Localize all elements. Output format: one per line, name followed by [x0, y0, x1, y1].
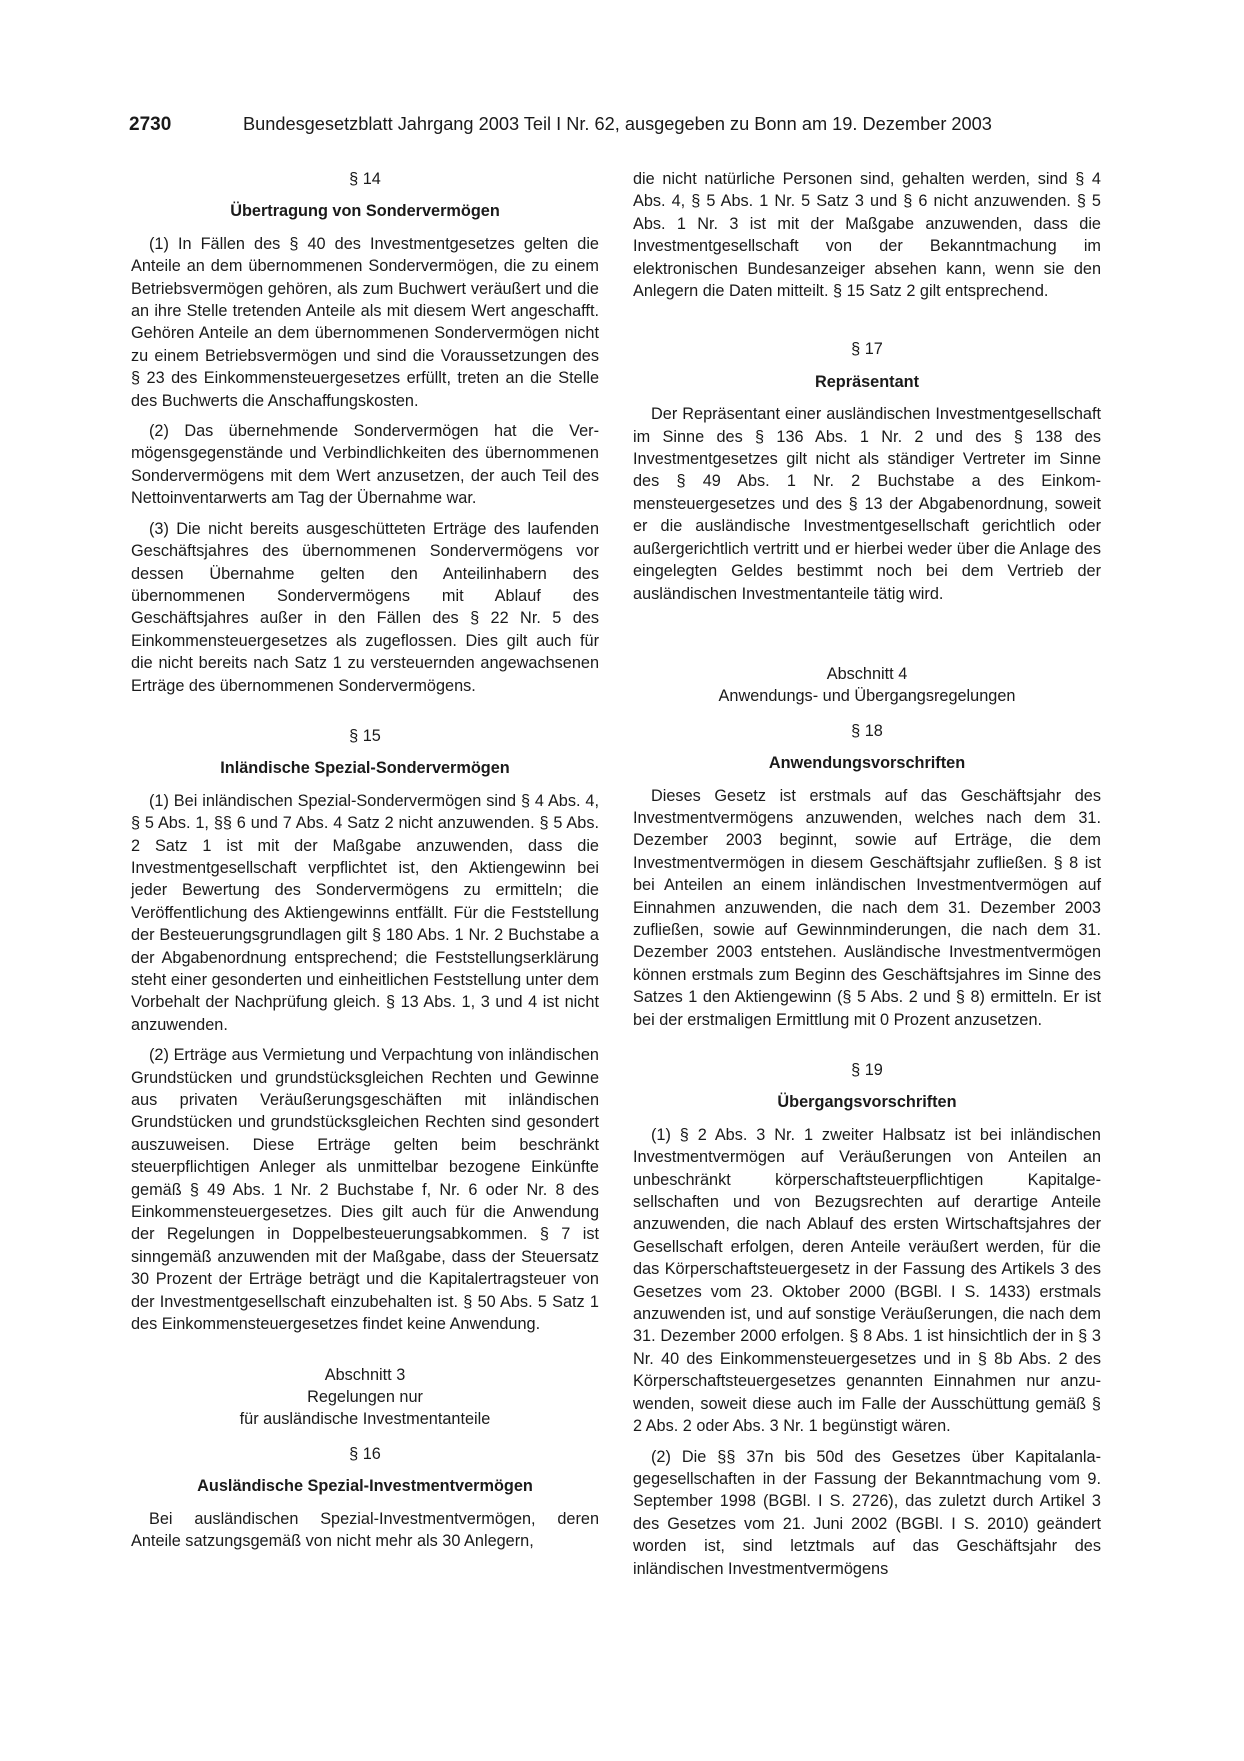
abschnitt-4-heading: [633, 663, 1101, 708]
section-14: [131, 168, 599, 697]
page-number: 2730: [129, 114, 172, 135]
chapter-title: für ausländische Investmentanteile: [239, 1410, 491, 1429]
section-number: § 16: [349, 1444, 381, 1463]
section-number: § 15: [349, 726, 381, 745]
paragraph: Der Repräsentant einer ausländischen Investmentgesellschaft im Sinne des § 136 Abs. 1 Nr. 2 und des § 138 des Investmentgesetzes gilt nicht als ständiger Vertreter im Sinne des § 49 Abs. 1 Nr. 2 Buchstabe a des Einkommensteuergesetzes und des § 13 der Abgabenordnung, soweit er die ausländische Investmentgesellschaft gerichtlich oder außergerichtlich vertritt und er hierbei weder über die Anlage des eingelegten Geldes bestimmt noch bei dem Vertrieb der ausländischen Investmentanteile tätig wird.: [633, 405, 1101, 603]
left-column: [131, 168, 599, 1560]
right-column: [633, 168, 1101, 1588]
section-number: § 19: [851, 1061, 883, 1079]
section-title: Anwendungsvorschriften: [768, 754, 966, 773]
paragraph: (1) In Fällen des § 40 des Investmentgesetzes gelten die Anteile an dem übernommenen Sondervermögen, die zu einem Betriebsvermögen gehören, als zum Buchwert veräußert und die an ihre Stelle tretenden Anteile als mit diesem Wert angeschafft. Gehören Anteile an dem übernommenen Sondervermögen nicht zu einem Betriebsvermögen und sind die Voraussetzungen des § 23 des Einkommensteuergesetzes erfüllt, treten an die Stelle des Buchwerts die Anschaffungskosten.: [131, 234, 599, 410]
section-18: [633, 720, 1101, 1031]
section-title: Übergangsvorschriften: [777, 1093, 957, 1112]
abschnitt-3-heading: [131, 1364, 599, 1431]
paragraph-continuation: die nicht natürliche Personen sind, gehalten werden, sind § 4 Abs. 4, § 5 Abs. 1 Nr. 5 Satz 3 und § 6 nicht anzuwenden. § 5 Abs. 1 Nr. 3 ist mit der Maßgabe anzuwenden, dass die Investmentgesellschaft von der Bekanntmachung im elektronischen Bundesanzeiger absehen kann, wenn sie den Anlegern die Daten mitteilt. § 15 Satz 2 gilt entsprechend.: [633, 170, 1101, 301]
paragraph: (1) § 2 Abs. 3 Nr. 1 zweiter Halbsatz ist bei inländischen Investmentvermögen auf Veräußerungen von Anteilen an unbeschränkt körperschaftsteuerpflichtigen Kapitalgesellschaften und von Bezugsrechten auf derartige Anteile anzuwenden, die nach Ablauf des ersten Wirtschaftsjahres der Gesellschaft erfolgen, deren Anteile veräußert werden, für die das Körperschaftsteuergesetz in der Fassung des Artikels 3 des Gesetzes vom 23. Oktober 2000 (BGBl. I S. 1433) erstmals anzuwenden ist, und auf sonstige Veräußerungen, die nach dem 31. Dezember 2000 erfolgen. § 8 Abs. 1 ist hinsichtlich der in § 3 Nr. 40 des Einkommensteuergesetzes und in § 8b Abs. 2 des Körperschaftsteuergesetzes genannten Einnahmen nur anzuwenden, soweit diese auch im Falle der Ausschüttung gemäß § 2 Abs. 2 oder Abs. 3 Nr. 1 begünstigt wären.: [633, 1125, 1101, 1436]
section-15: [131, 725, 599, 1336]
chapter-label: Abschnitt 3: [324, 1365, 406, 1384]
section-16: [131, 1443, 599, 1553]
paragraph: (1) Bei inländischen Spezial-Sondervermögen sind § 4 Abs. 4, § 5 Abs. 1, §§ 6 und 7 Abs. 4 Satz 2 nicht anzuwenden. § 5 Abs. 2 Satz 1 ist mit der Maßgabe anzuwenden, dass die Investmentgesellschaft verpflichtet ist, den Aktiengewinn bei jeder Bewertung des Sondervermögens zu ermitteln; die Veröffentlichung des Aktiengewinns entfällt. Für die Feststellung der Besteuerungsgrundlagen gilt § 180 Abs. 1 Nr. 2 Buchstabe a der Abgabenordnung entsprechend; die Feststellungserklärung steht einer gesonderten und einheitlichen Feststellung unter dem Vorbehalt der Nachprüfung gleich. § 13 Abs. 1, 3 und 4 ist nicht anzuwenden.: [131, 791, 599, 1034]
section-title: Übertragung von Sondervermögen: [230, 202, 500, 221]
running-head: Bundesgesetzblatt Jahrgang 2003 Teil I Nr. 62, ausgegeben zu Bonn am 19. Dezember 2003: [243, 114, 992, 134]
paragraph: Dieses Gesetz ist erstmals auf das Geschäftsjahr des Investmentvermögens anzuwenden, welches nach dem 31. Dezember 2003 beginnt, sowie auf Erträge, die dem Investmentvermögen in diesem Geschäftsjahr zufließen. § 8 ist bei Anteilen an einem inländischen Investmentvermögen auf Einnahmen anzuwenden, die nach dem 31. Dezember 2003 zufließen, sowie auf Gewinnminderungen, die nach dem 31. Dezember 2003 entstehen. Ausländische Investmentvermögen können erstmals zum Beginn des Geschäftsjahres im Sinne des Satzes 1 den Aktiengewinn (§ 5 Abs. 2 und § 8) ermitteln. Er ist bei der erstmaligen Ermittlung mit 0 Prozent anzusetzen.: [633, 786, 1101, 1029]
paragraph: (3) Die nicht bereits ausgeschütteten Erträge des laufenden Geschäftsjahres des übernommenen Sondervermögens vor dessen Übernahme gelten den Anteilinhabern des übernommenen Sondervermögens mit Ablauf des Geschäftsjahres außer in den Fällen des § 22 Nr. 5 des Einkommensteuergesetzes als zugeflossen. Dies gilt auch für die nicht bereits nach Satz 1 zu versteuernden angewachsenen Erträge des übernommenen Sondervermögens.: [131, 519, 599, 695]
section-title: Ausländische Spezial-Investmentvermögen: [197, 1477, 533, 1496]
chapter-label: Abschnitt 4: [826, 664, 908, 683]
section-title: Repräsentant: [814, 372, 920, 391]
chapter-title: Anwendungs- und Übergangsregelungen: [718, 687, 1016, 706]
chapter-title: Regelungen nur: [307, 1387, 423, 1406]
section-number: § 14: [349, 170, 381, 188]
section-17: [633, 338, 1101, 604]
paragraph: Bei ausländischen Spezial-Investmentvermögen, deren Anteile satzungsgemäß von nicht mehr als 30 Anlegern,: [131, 1509, 599, 1550]
section-19: [633, 1059, 1101, 1580]
paragraph: (2) Das übernehmende Sondervermögen hat die Vermögensgegenstände und Verbindlichkeiten des übernommenen Sondervermögens mit dem Wert anzusetzen, der auch Teil des Nettoinventarwerts am Tag der Übernahme war.: [131, 422, 599, 508]
page-header: [129, 111, 1114, 137]
paragraph: (2) Die §§ 37n bis 50d des Gesetzes über Kapitalanlagegesellschaften in der Fassung der Bekanntmachung vom 9. September 1998 (BGBl. I S. 2726), das zuletzt durch Artikel 3 des Gesetzes vom 21. Juni 2002 (BGBl. I S. 2010) geändert worden ist, sind letztmals auf das Geschäftsjahr des inländischen Investmentvermögens: [633, 1447, 1101, 1578]
section-number: § 18: [851, 721, 883, 740]
section-number: § 17: [851, 340, 883, 359]
section-title: Inländische Spezial-Sondervermögen: [220, 759, 510, 778]
paragraph: (2) Erträge aus Vermietung und Verpachtung von inländischen Grundstücken und grundstücksgleichen Rechten und Gewinne aus privaten Veräußerungsgeschäften mit inländischen Grundstücken und grundstücksgleichen Rechten sind gesondert auszuweisen. Diese Erträge gelten beim beschränkt steuerpflichtigen Anleger als unmittelbar bezogene Einkünfte gemäß § 49 Abs. 1 Nr. 2 Buchstabe f, Nr. 6 oder Nr. 8 des Einkommensteuergesetzes. Dies gilt auch für die Anwendung der Regelungen in Doppelbesteuerungsabkommen. § 7 ist sinngemäß anzuwenden mit der Maßgabe, dass der Steuersatz 30 Prozent der Erträge beträgt und die Kapitalertragsteuer von der Investmentgesellschaft einzubehalten ist. § 50 Abs. 5 Satz 1 des Einkommensteuergesetzes findet keine Anwendung.: [131, 1046, 599, 1334]
